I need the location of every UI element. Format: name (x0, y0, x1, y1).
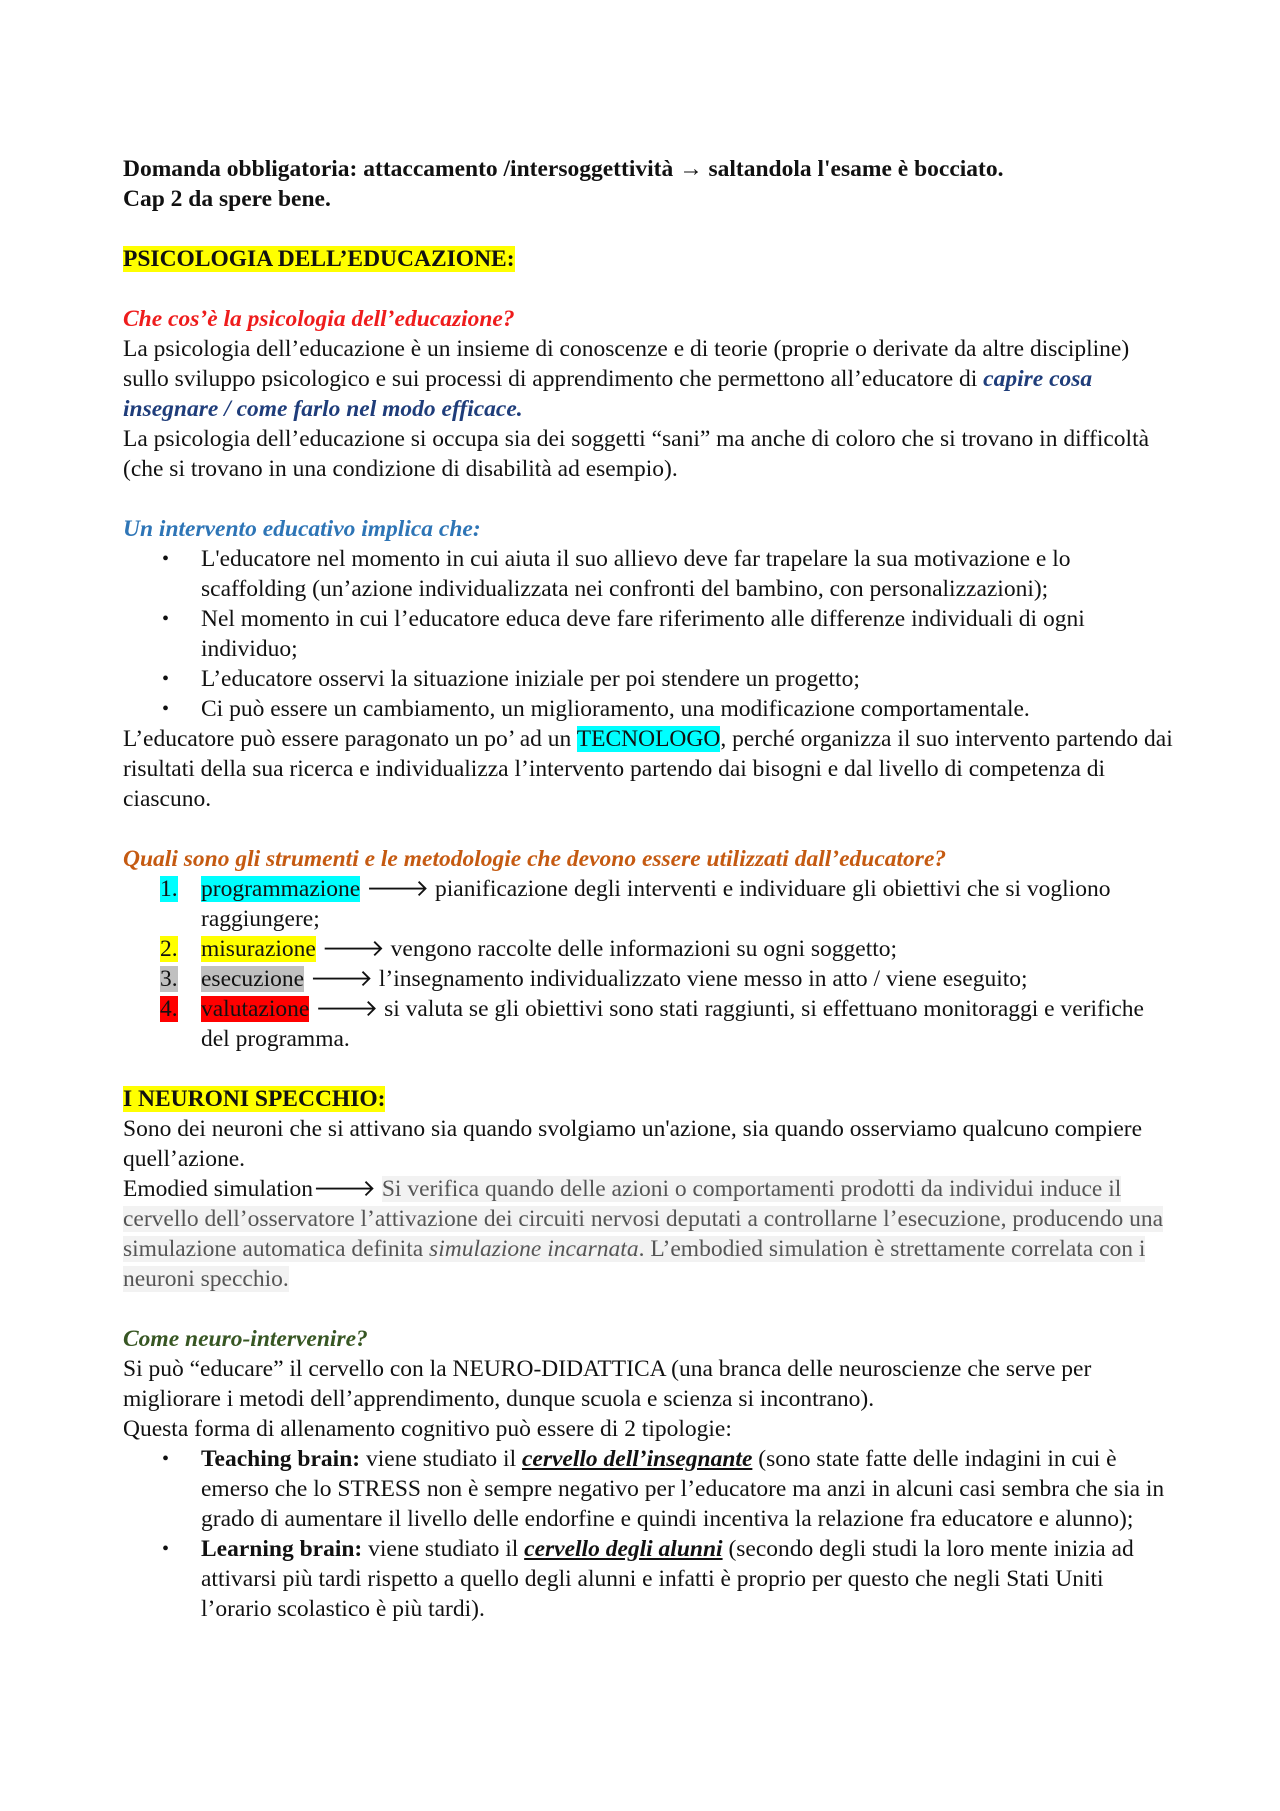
list-item-text: Nel momento in cui l’educatore educa deve fare riferimento alle differenze individuali di ogni individuo; (201, 606, 1085, 662)
paragraph-text: La psicologia dell’educazione è un insieme di conoscenze e di teorie (proprie o derivate da altre discipline) sullo sviluppo psicologico e sui processi di apprendimento che permettono all’educatore di (123, 336, 1130, 392)
step-number-text: 4. (160, 996, 178, 1022)
list-item-text: Ci può essere un cambiamento, un miglioramento, una modificazione comportamentale. (201, 696, 1030, 722)
list-item-text: L’educatore osservi la situazione iniziale per poi stendere un progetto; (201, 666, 860, 692)
step-number (160, 934, 178, 964)
list-item (123, 604, 1173, 664)
emodied-label: Emodied simulation (123, 1176, 313, 1202)
question-heading: Che cos’è la psicologia dell’educazione? (123, 306, 515, 332)
step-desc: vengono raccolte delle informazioni su ogni soggetto; (384, 936, 898, 962)
step-number-text: 2. (160, 936, 178, 962)
list-item (123, 1534, 1173, 1624)
neuro-heading: Come neuro-intervenire? (123, 1326, 368, 1352)
arrow-right-icon: 🡒 (321, 936, 385, 962)
strumenti-heading: Quali sono gli strumenti e le metodologie che devono essere utilizzati dall’educatore? (123, 846, 947, 872)
list-item-text: L'educatore nel momento in cui aiuta il suo allievo deve far trapelare la sua motivazione e lo scaffolding (un’azione individualizzata nei confronti del bambino, con personalizzazioni); (201, 546, 1071, 602)
bullet-icon: • (162, 1538, 170, 1560)
paragraph-tipologie: Questa forma di allenamento cognitivo può essere di 2 tipologie: (123, 1416, 732, 1442)
step-item (123, 874, 1173, 934)
teaching-emphasis: cervello dell’insegnante (521, 1446, 753, 1472)
paragraph-definition (123, 334, 1173, 424)
brain-list (123, 1444, 1173, 1624)
step-term: misurazione (201, 936, 316, 962)
learning-label: Learning brain: (201, 1536, 363, 1562)
paragraph-neuroni: Sono dei neuroni che si attivano sia quando svolgiamo un'azione, sia quando osserviamo qualcuno compiere quell’azione. (123, 1116, 1143, 1172)
paragraph-text: L’educatore può essere paragonato un po’ ad un (123, 726, 577, 752)
list-item-text: viene studiato il (362, 1536, 525, 1562)
section-title-text: I NEURONI SPECCHIO: (123, 1086, 386, 1112)
step-desc: l’insegnamento individualizzato viene messo in atto / viene eseguito; (372, 966, 1028, 992)
step-number (160, 994, 178, 1024)
bullet-icon: • (162, 1448, 170, 1470)
paragraph-neurodidattica: Si può “educare” il cervello con la NEURO-DIDATTICA (una branca delle neuroscienze che serve per migliorare i metodi dell’apprendimento, dunque scuola e scienza si incontrano). (123, 1356, 1092, 1412)
tecnologo-highlight: TECNOLOGO (576, 726, 721, 752)
steps-list (123, 874, 1173, 1054)
step-number (160, 874, 178, 904)
step-desc: pianificazione degli interventi e individuare gli obiettivi che si vogliono raggiungere; (201, 876, 1111, 932)
spacer (123, 814, 1173, 844)
step-number-text: 3. (160, 966, 178, 992)
emodied-text: Si verifica quando delle azioni o comportamenti prodotti da individui induce il cervello dell’osservatore l’attivazione dei circuiti nervosi deputati a controllarne l’esecuzione, producendo una simulazione automatica definita (123, 1176, 1164, 1262)
step-term: programmazione (201, 876, 361, 902)
spacer (123, 1054, 1173, 1084)
emodied-emphasis: simulazione incarnata (429, 1236, 639, 1262)
section-title-text: PSICOLOGIA DELL’EDUCAZIONE: (123, 246, 515, 272)
bullet-icon: • (162, 668, 170, 690)
list-item-text: (sono state fatte delle indagini in cui è emerso che lo STRESS non è sempre negativo per l’educatore ma anzi in alcuni casi sembra che sia in grado di aumentare il livello delle endorfine e quindi incentiva la relazione fra educatore e alunno); (201, 1446, 1165, 1532)
list-item (123, 664, 1173, 694)
spacer (123, 214, 1173, 244)
list-item (123, 694, 1173, 724)
arrow-right-icon: 🡒 (366, 876, 430, 902)
bullet-icon: • (162, 548, 170, 570)
spacer (123, 1294, 1173, 1324)
step-item (123, 934, 1173, 964)
emodied-text: . L’embodied simulation è strettamente correlata con i neuroni specchio. (123, 1236, 1146, 1292)
arrow-right-icon: 🡒 (315, 996, 379, 1022)
section-title-psicologia (123, 244, 1173, 274)
header-line-2: Cap 2 da spere bene. (123, 186, 331, 212)
spacer (123, 484, 1173, 514)
paragraph-tecnologo (123, 724, 1173, 814)
header-line-1: Domanda obbligatoria: attaccamento /intersoggettività → saltandola l'esame è bocciato. (123, 156, 1004, 182)
bullet-icon: • (162, 698, 170, 720)
emphasis-text: capire cosa insegnare / come farlo nel modo efficace. (123, 366, 1093, 422)
step-term: valutazione (201, 996, 310, 1022)
step-number (160, 964, 178, 994)
document-body (123, 154, 1173, 1624)
step-item (123, 964, 1173, 994)
paragraph-text: , perché organizza il suo intervento partendo dai risultati della sua ricerca e individualizza l’intervento partendo dai bisogni e dal livello di competenza di ciascuno. (123, 726, 1173, 812)
bullet-icon: • (162, 608, 170, 630)
step-number-text: 1. (160, 876, 178, 902)
paragraph-soggetti: La psicologia dell’educazione si occupa sia dei soggetti “sani” ma anche di coloro che si trovano in difficoltà (che si trovano in una condizione di disabilità ad esempio). (123, 426, 1150, 482)
arrow-right-icon: 🡒 (309, 966, 373, 992)
intervento-heading: Un intervento educativo implica che: (123, 516, 481, 542)
paragraph-emodied (123, 1174, 1173, 1294)
list-item-text: (secondo degli studi la loro mente inizia ad attivarsi più tardi rispetto a quello degli alunni e infatti è proprio per questo che negli Stati Uniti l’orario scolastico è più tardi). (201, 1536, 1134, 1622)
intervento-list (123, 544, 1173, 724)
list-item (123, 544, 1173, 604)
list-item (123, 1444, 1173, 1534)
arrow-right-icon: 🡒 (312, 1176, 376, 1202)
learning-emphasis: cervello degli alunni (524, 1536, 723, 1562)
step-term: esecuzione (201, 966, 305, 992)
step-item (123, 994, 1173, 1054)
teaching-label: Teaching brain: (201, 1446, 361, 1472)
spacer (123, 274, 1173, 304)
section-title-neuroni (123, 1084, 1173, 1114)
list-item-text: viene studiato il (360, 1446, 522, 1472)
step-desc: si valuta se gli obiettivi sono stati raggiunti, si effettuano monitoraggi e verifiche del programma. (201, 996, 1144, 1052)
